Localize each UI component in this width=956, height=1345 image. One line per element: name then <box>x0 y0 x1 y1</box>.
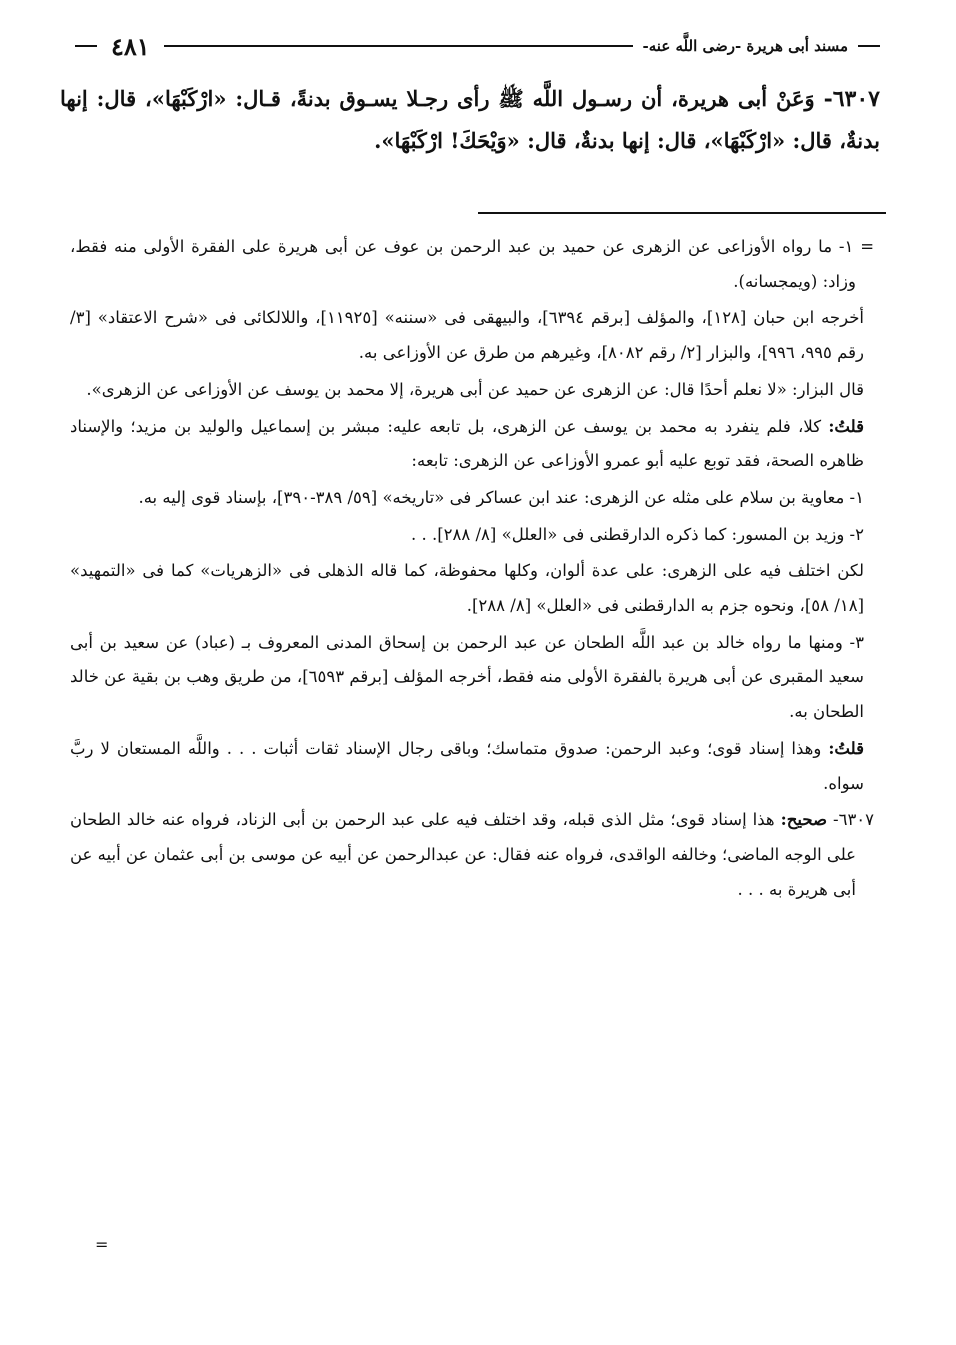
footnote-separator <box>478 212 886 214</box>
page-header <box>75 28 880 64</box>
continuation-marker-end: = <box>95 1235 109 1254</box>
footnote-1-text: ما رواه الأوزاعى عن الزهرى عن حميد بن عبد الرحمن بن عوف عن أبى هريرة على الفقرة الأولى منه فقط، وزاد: (ويمجسانه). <box>70 237 856 291</box>
qultu-paragraph-1 <box>70 410 874 479</box>
bazzar-paragraph: قال البزار: «لا نعلم أحدًا قال: عن الزهرى عن حميد عن أبى هريرة، إلا محمد بن يوسف عن الأوزاعى عن الزهرى». <box>86 379 864 399</box>
running-title: مسند أبى هريرة -رضى اللَّه عنه- <box>642 37 848 55</box>
footnote-1 <box>70 230 874 299</box>
minha-paragraph: ٣- ومنها ما رواه خالد بن عبد اللَّه الطحان عن عبد الرحمن بن إسحاق المدنى المعروف بـ (عباد) عن سعيد بن أبى سعيد المقبرى عن أبى هريرة بالفقرة الأولى منه فقط، أخرجه المؤلف [برقم ٦٥٩٣]، من طريق وهب بن بقية عن خالد الطحان به. <box>70 632 865 722</box>
footnote-6307 <box>70 803 874 907</box>
footnotes <box>70 230 874 909</box>
footnote-6307-text: هذا إسناد قوى؛ مثل الذى قبله، وقد اختلف فيه على عبد الرحمن بن أبى الزناد، فرواه عنه خالد الطحان على الوجه الماضى؛ وخالفه الواقدى، فرواه عنه فقال: عن عبدالرحمن عن أبيه عن موسى بن أبى عثمان عن أبيه عن أبى هريرة به . . . <box>70 810 856 899</box>
hadith-text: وَعَنْ أبى هريرة، أن رسـول اللَّه ﷺ رأى رجـلا يسـوق بدنةً، قـال: «ارْكَبْهَا»، قال: إنها بدنةٌ، قال: «ارْكَبْهَا»، قال: إنها بدنةٌ، قال: «وَيْحَكَ! ارْكَبْهَا». <box>60 86 880 153</box>
hadith-text-block <box>60 78 880 161</box>
ikhtilaf-paragraph: لكن اختلف فيه على الزهرى: على عدة ألوان، وكلها محفوظة، كما قاله الذهلى فى «الزهريات» كما فى «التمهيد» [١٨/ ٥٨]، ونحوه جزم به الدارقطنى فى «العلل» [٨/ ٢٨٨]. <box>70 561 864 616</box>
hadith-number: ٦٣٠٧- <box>823 86 880 112</box>
continuation-marker: = <box>860 237 875 256</box>
page-number: ٤٨١ <box>111 31 150 61</box>
footnote-1-number: ١- <box>838 237 854 256</box>
qultu-text: كلا، فلم ينفرد به محمد بن يوسف عن الزهرى، بل تابعه عليه: مبشر بن إسماعيل والوليد بن مزيد؛ والإسناد ظاهره الصحة، فقد توبع عليه أبو عمرو الأوزاعى عن الزهرى: تابعه: <box>70 416 864 471</box>
header-rule-right <box>858 45 880 47</box>
mutabaa-1: ١- معاوية بن سلام على مثله عن الزهرى: عند ابن عساكر فى «تاريخه» [٥٩/ ٣٨٩-٣٩٠]، بإسناد قوى إليه به. <box>138 487 864 507</box>
qultu-paragraph-2 <box>70 732 874 801</box>
footnote-6307-number: ٦٣٠٧- <box>833 810 875 830</box>
mutabaa-2: ٢- وزيد بن المسور: كما ذكره الدارقطنى فى «العلل» [٨/ ٢٨٨]. . . <box>410 524 864 544</box>
grade-label: صحيح: <box>780 810 828 830</box>
takhrij-paragraph: أخرجه ابن حبان [١٢٨]، والمؤلف [برقم ٦٣٩٤]، والبيهقى فى «سننه» [١١٩٢٥]، واللالكائى فى «شرح الاعتقاد» [٣/ رقم ٩٩٥، ٩٩٦]، والبزار [٢/ رقم ٨٠٨٢]، وغيرهم من طرق عن الأوزاعى به. <box>70 308 865 363</box>
header-rule <box>164 45 633 47</box>
qultu-label: قلتُ: <box>828 738 864 758</box>
qultu-text: وهذا إسناد قوى؛ وعبد الرحمن: صدوق متماسك؛ وباقى رجال الإسناد ثقات أثبات . . . واللَّه المستعان لا ربَّ سواه. <box>70 738 864 793</box>
qultu-label: قلتُ: <box>828 416 864 436</box>
header-rule-left <box>75 45 97 47</box>
